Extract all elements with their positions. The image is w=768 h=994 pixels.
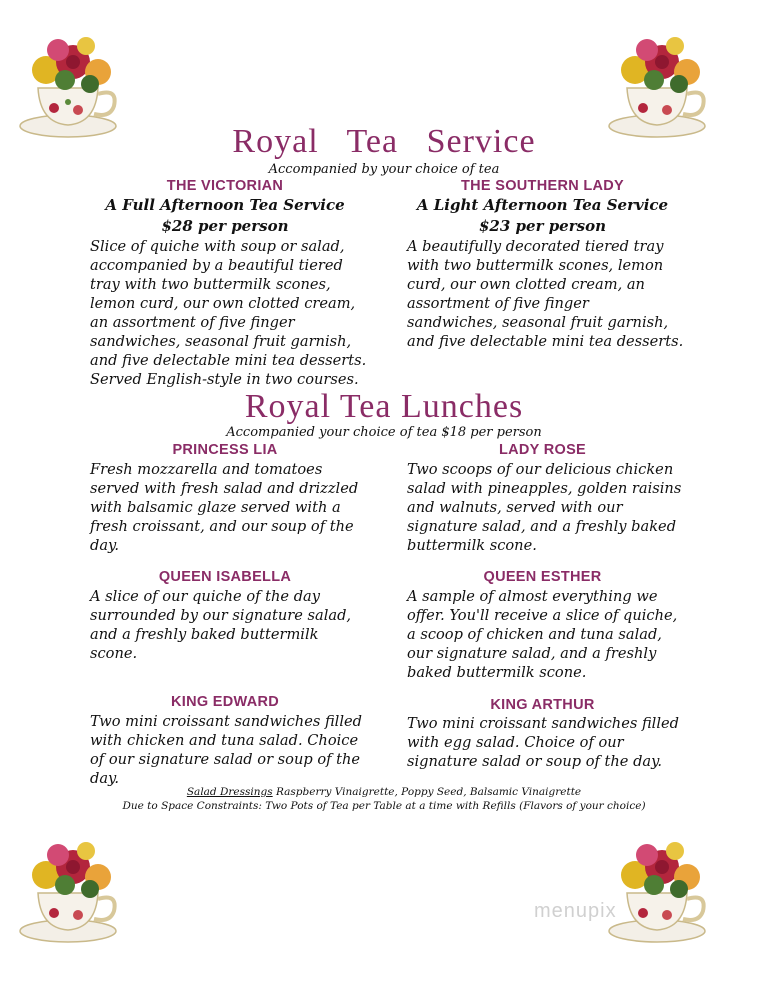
victorian-description: Slice of quiche with soup or salad, accompanied by a beautiful tiered tray with two buttermilk scones, lemon curd, our own clotted cream, an assortment of five finger sandwiches, seasonal fruit garnish, and five delectable mini tea desserts. Served English-style in two courses. (90, 238, 367, 388)
tea-service-title: Royal Tea Service (232, 123, 536, 160)
teacup-flowers-image (18, 833, 128, 948)
victorian-price: $28 per person (161, 217, 289, 235)
watermark: menupix (534, 900, 617, 922)
southern-lady-name: THE SOUTHERN LADY (461, 178, 624, 194)
princess-lia-description: Fresh mozzarella and tomatoes served with fresh salad and drizzled with balsamic glaze served with a fresh croissant, and our soup of the day. (90, 461, 359, 554)
queen-esther-description: A sample of almost everything we offer. You'll receive a slice of quiche, a scoop of chicken and tuna salad, our signature salad, and a freshly baked buttermilk scone. (407, 588, 678, 681)
salad-dressings-list: Raspberry Vinaigrette, Poppy Seed, Balsamic Vinaigrette (272, 786, 582, 798)
king-edward-description: Two mini croissant sandwiches filled with chicken and tuna salad. Choice of our signature salad or soup of the day. (90, 713, 363, 787)
lunches-subtitle: Accompanied your choice of tea $18 per person (226, 425, 542, 440)
queen-esther-name: QUEEN ESTHER (483, 569, 602, 585)
victorian-subtitle: A Full Afternoon Tea Service (105, 196, 345, 214)
lunches-title: Royal Tea Lunches (244, 388, 524, 425)
king-arthur-description: Two mini croissant sandwiches filled with egg salad. Choice of our signature salad or soup of the day. (407, 715, 680, 770)
king-arthur-name: KING ARTHUR (490, 697, 595, 713)
southern-lady-subtitle: A Light Afternoon Tea Service (416, 196, 669, 214)
teacup-flowers-image (607, 833, 717, 948)
lady-rose-description: Two scoops of our delicious chicken salad with pineapples, golden raisins and walnuts, served with our signature salad, and a freshly baked buttermilk scone. (407, 461, 682, 554)
victorian-name: THE VICTORIAN (166, 178, 284, 194)
queen-isabella-name: QUEEN ISABELLA (158, 569, 292, 585)
lady-rose-name: LADY ROSE (498, 442, 587, 458)
tea-pots-note: Due to Space Constraints: Two Pots of Tea per Table at a time with Refills (Flavors of your choice) (122, 800, 646, 812)
southern-lady-price: $23 per person (479, 217, 606, 235)
queen-isabella-description: A slice of our quiche of the day surrounded by our signature salad, and a freshly baked buttermilk scone. (90, 588, 352, 662)
salad-dressings-line (0, 786, 768, 798)
tea-service-subtitle: Accompanied by your choice of tea (268, 162, 500, 177)
king-edward-name: KING EDWARD (170, 694, 280, 710)
princess-lia-name: PRINCESS LIA (172, 442, 278, 458)
southern-lady-description: A beautifully decorated tiered tray with two buttermilk scones, lemon curd, our own clotted cream, an assortment of five finger sandwiches, seasonal fruit garnish, and five delectable mini tea desserts. (407, 238, 684, 350)
salad-dressings-label: Salad Dressings (186, 786, 273, 798)
